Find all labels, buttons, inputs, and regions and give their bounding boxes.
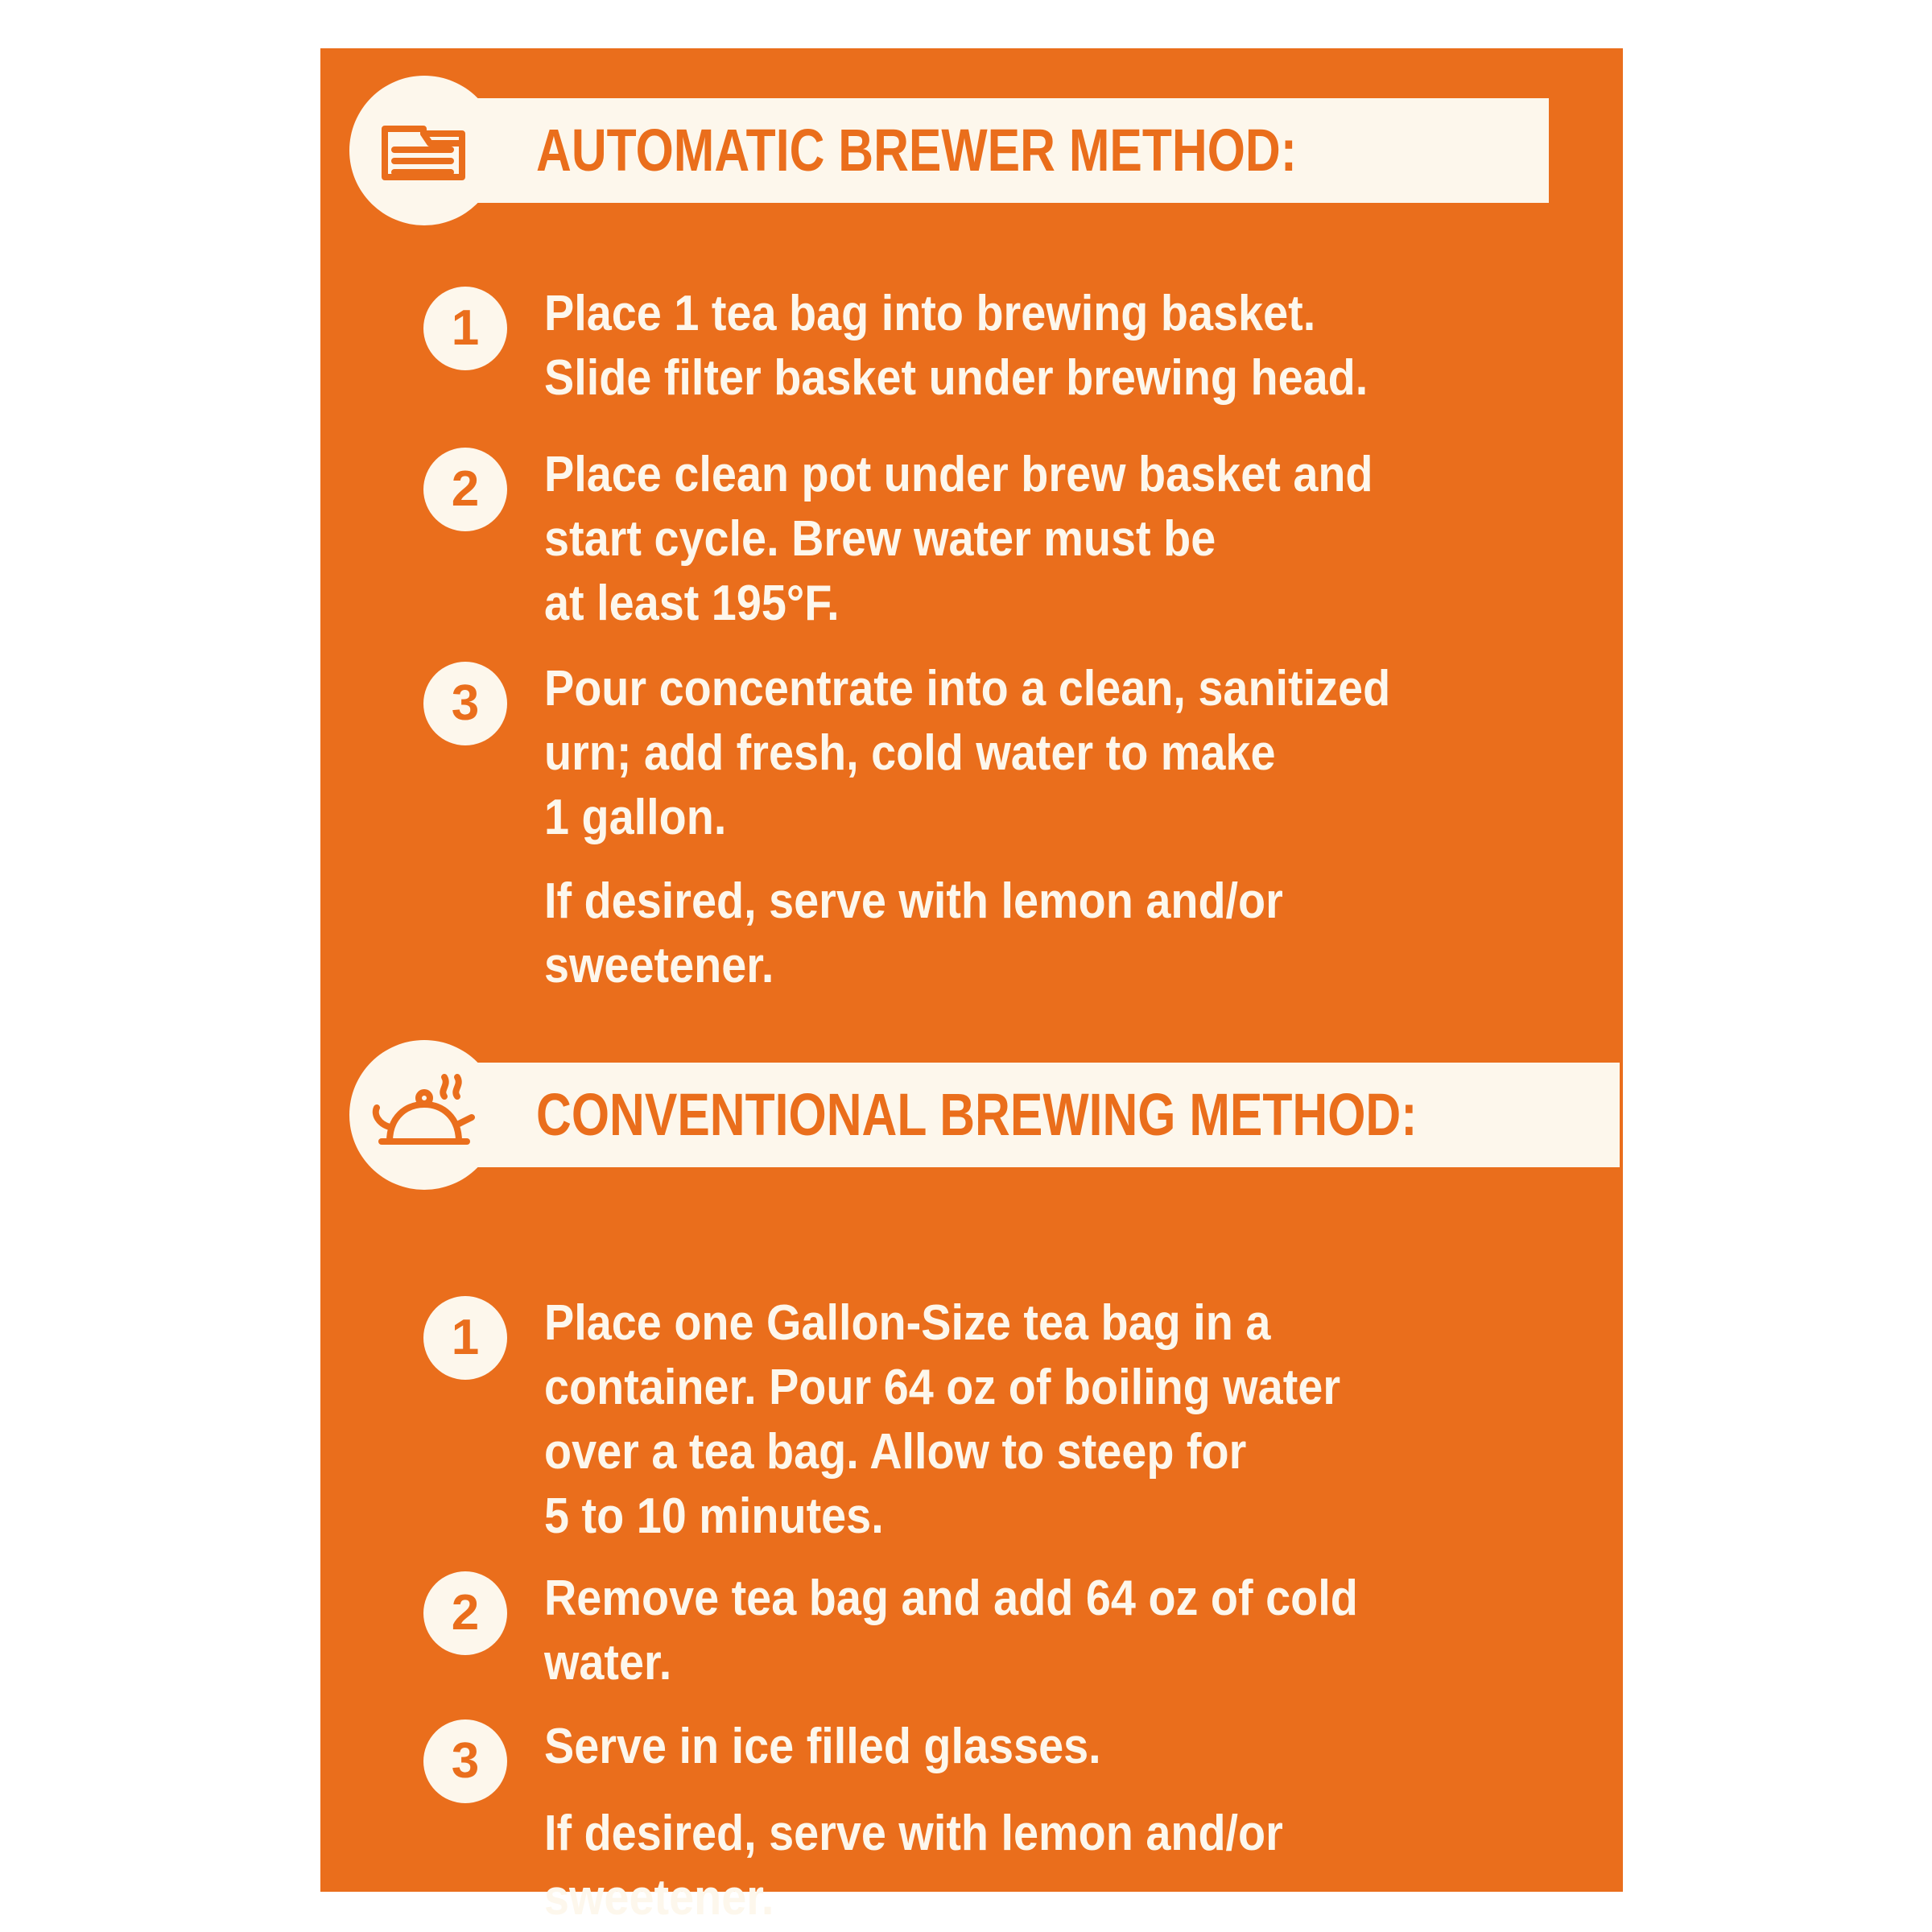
step-text: Remove tea bag and add 64 oz of cold water. (544, 1571, 1358, 1690)
step-text: Place 1 tea bag into brewing basket. Slide filter basket under brewing head. (544, 286, 1368, 406)
step-number-badge: 2 (423, 1571, 507, 1655)
step-number-badge: 1 (423, 287, 507, 370)
automatic-serving-note: If desired, serve with lemon and/or sweetener. (544, 873, 1283, 993)
step-number-badge: 2 (423, 448, 507, 531)
step-number-badge: 3 (423, 662, 507, 745)
step-text: Pour concentrate into a clean, sanitized urn; add fresh, cold water to make 1 gallon. (544, 661, 1391, 845)
automatic-title: AUTOMATIC BREWER METHOD: (536, 117, 1297, 184)
step-number-badge: 1 (423, 1296, 507, 1380)
conventional-icon-badge (349, 1040, 499, 1190)
step-text: Serve in ice filled glasses. (544, 1719, 1101, 1774)
step-text: Place clean pot under brew basket and start cycle. Brew water must be at least 195°F. (544, 447, 1373, 631)
automatic-icon-badge (349, 76, 499, 225)
steaming-teapot-icon (349, 1040, 499, 1190)
conventional-serving-note: If desired, serve with lemon and/or sweetener. (544, 1806, 1283, 1926)
conventional-title: CONVENTIONAL BREWING METHOD: (536, 1081, 1418, 1148)
coffee-brewer-icon (349, 76, 499, 225)
step-text: Place one Gallon-Size tea bag in a container. Pour 64 oz of boiling water over a tea bag. Allow to steep for 5 to 10 minutes. (544, 1295, 1341, 1544)
instructions-panel (320, 48, 1623, 1926)
step-number-badge: 3 (423, 1719, 507, 1803)
